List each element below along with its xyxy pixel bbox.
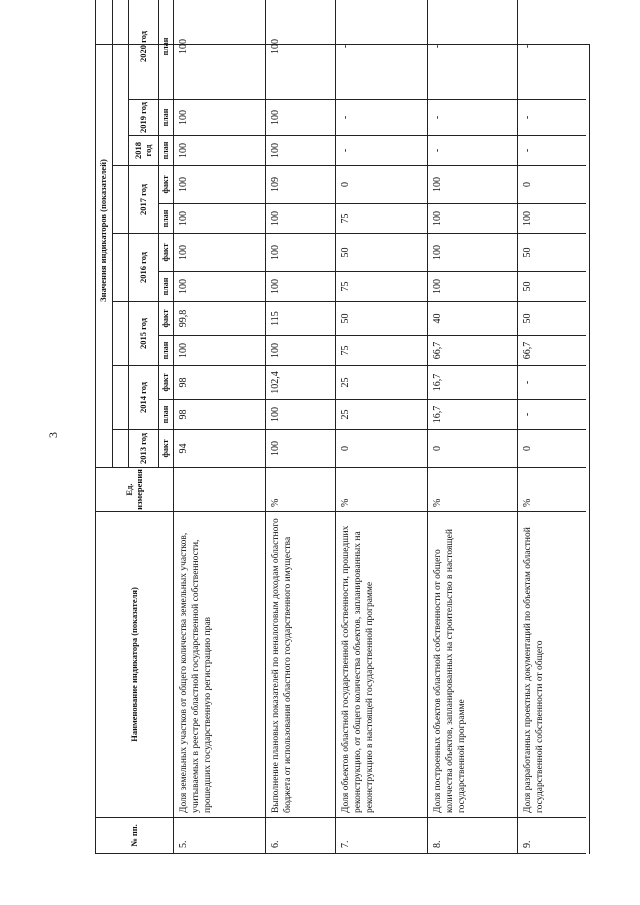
header-fact-2015: факт (158, 302, 173, 336)
row-value: 100 (173, 336, 265, 366)
row-value: 0 (427, 430, 517, 468)
row-value: 100 (265, 400, 335, 430)
row-value: 102,4 (265, 366, 335, 400)
row-value: 75 (335, 336, 427, 366)
header-unit: Ед. измерения (95, 468, 173, 512)
row-value: 25 (335, 366, 427, 400)
header-name: Наименование индикатора (показателя) (95, 512, 173, 818)
row-value: - (517, 366, 586, 400)
header-spacer-2014 (112, 366, 128, 430)
row-value: 25 (335, 400, 427, 430)
row-value: 0 (335, 430, 427, 468)
row-value: 100 (265, 136, 335, 166)
header-plan-2019: план (158, 100, 173, 136)
row-value: - (517, 136, 586, 166)
row-value: 99,8 (173, 302, 265, 336)
row-unit: % (335, 468, 427, 512)
header-fact-2016: факт (158, 234, 173, 272)
row-unit (173, 468, 265, 512)
row-value: 50 (335, 302, 427, 336)
header-num: № пп. (95, 818, 173, 854)
row-value: 115 (265, 302, 335, 336)
row-value: 100 (427, 204, 517, 234)
row-value: - (335, 136, 427, 166)
row-value: 100 (427, 166, 517, 204)
row-value: - (517, 100, 586, 136)
row-value: - (427, 100, 517, 136)
header-spacer-2013 (112, 430, 128, 468)
header-plan-2016: план (158, 272, 173, 302)
row-value: 100 (173, 136, 265, 166)
row-value: 75 (335, 272, 427, 302)
row-value: 100 (173, 272, 265, 302)
row-num: 7. (335, 818, 427, 854)
row-value: 16,7 (427, 366, 517, 400)
row-unit: % (265, 468, 335, 512)
row-value: 100 (265, 272, 335, 302)
row-value: - (427, 0, 517, 100)
header-year-2018: 2018 год (128, 136, 158, 166)
row-value: 40 (427, 302, 517, 336)
row-value: 100 (173, 166, 265, 204)
header-spacer-2015 (112, 302, 128, 366)
header-plan-2014: план (158, 400, 173, 430)
header-plan-2015: план (158, 336, 173, 366)
indicator-table (95, 30, 590, 854)
row-value: 100 (173, 234, 265, 272)
row-value: 100 (265, 430, 335, 468)
row-value: 100 (265, 100, 335, 136)
row-value: - (427, 136, 517, 166)
header-plan-2017: план (158, 204, 173, 234)
row-name: Выполнение плановых показателей по неналоговым доходам областного бюджета от использования областного государственного имущества (265, 512, 335, 818)
header-year-2015: 2015 год (128, 302, 158, 366)
header-year-2014: 2014 год (128, 366, 158, 430)
row-value: 100 (173, 100, 265, 136)
row-value: 66,7 (517, 336, 586, 366)
row-value: 50 (517, 272, 586, 302)
header-fact-2017: факт (158, 166, 173, 204)
row-value: 16,7 (427, 400, 517, 430)
row-num: 8. (427, 818, 517, 854)
header-spacer-2018-2020 (112, 0, 128, 166)
header-year-2016: 2016 год (128, 234, 158, 302)
header-year-2013: 2013 год (128, 430, 158, 468)
row-unit: % (517, 468, 586, 512)
header-fact-2013: факт (158, 430, 173, 468)
header-fact-2014: факт (158, 366, 173, 400)
row-value: 0 (517, 166, 586, 204)
row-num: 9. (517, 818, 586, 854)
header-year-2019: 2019 год (128, 100, 158, 136)
row-value: - (517, 0, 586, 100)
row-value: 75 (335, 204, 427, 234)
row-value: 100 (427, 272, 517, 302)
row-value: 100 (265, 204, 335, 234)
row-name: Доля разработанных проектных документаций по объектам областной государственной собственности от общего (517, 512, 586, 818)
row-value: 109 (265, 166, 335, 204)
row-value: 100 (517, 204, 586, 234)
row-value: - (335, 0, 427, 100)
row-value: 100 (265, 0, 335, 100)
row-value: 50 (517, 302, 586, 336)
row-value: 100 (173, 204, 265, 234)
page-number: 3 (46, 432, 60, 438)
row-name: Доля объектов областной государственной собственности, прошедших реконструкцию, от общего количества объектов, запланированных на реконструкцию в настоящей государственной программе (335, 512, 427, 818)
row-value: 100 (173, 0, 265, 100)
row-value: 94 (173, 430, 265, 468)
header-plan-2018: план (158, 136, 173, 166)
row-name: Доля земельных участков от общего количества земельных участков, учитываемых в реестре областной государственной собственности, прошедших государственную регистрацию прав (173, 512, 265, 818)
header-spacer-2016 (112, 234, 128, 302)
row-value: 0 (517, 430, 586, 468)
header-year-2017: 2017 год (128, 166, 158, 234)
row-value: 66,7 (427, 336, 517, 366)
row-value: 50 (517, 234, 586, 272)
header-plan-2020: план (158, 0, 173, 100)
row-unit: % (427, 468, 517, 512)
indicator-table-wrapper (95, 30, 590, 854)
header-values-title: Значения индикаторов (показателей) (95, 0, 112, 468)
row-name: Доля построенных объектов областной собственности от общего количества объектов, запланированных на строительство в настоящей государственной программе (427, 512, 517, 818)
row-value: 100 (427, 234, 517, 272)
header-year-2020: 2020 год (128, 0, 158, 100)
row-value: 98 (173, 400, 265, 430)
row-value: 100 (265, 336, 335, 366)
row-num: 6. (265, 818, 335, 854)
row-value: 100 (265, 234, 335, 272)
row-value: - (335, 100, 427, 136)
row-value: 0 (335, 166, 427, 204)
row-num: 5. (173, 818, 265, 854)
header-spacer-2017 (112, 166, 128, 234)
row-value: 50 (335, 234, 427, 272)
row-value: - (517, 400, 586, 430)
row-value: 98 (173, 366, 265, 400)
